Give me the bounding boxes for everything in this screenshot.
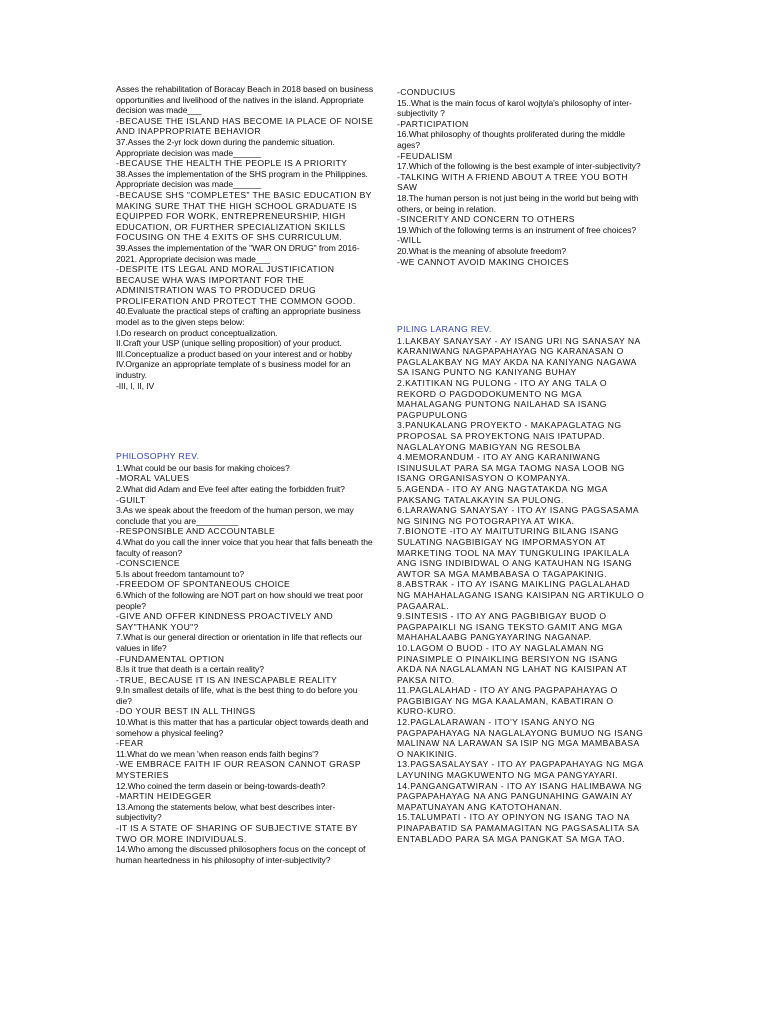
answer-line: -MORAL VALUES xyxy=(116,473,190,484)
question-line: 5.Is about freedom tantamount to? xyxy=(116,568,245,579)
question-line: 8.Is it true that death is a certain reality? xyxy=(116,664,264,675)
question-line: 4.What do you call the inner voice that you hear that falls beneath the faculty of reason? xyxy=(116,536,373,558)
answer-line: -BECAUSE THE HEALTH THE PEOPLE IS A PRIORITY xyxy=(116,158,348,169)
philosophy-questions-left xyxy=(116,463,374,866)
definition-item: 6.LARAWANG SANAYSAY - ITO AY ISANG PAGSASAMA NG SINING NG POTOGRAPIYA AT WIKA. xyxy=(397,505,639,526)
question-line: 20.What is the meaning of absolute freedom? xyxy=(397,245,567,256)
answer-line: -GUILT xyxy=(116,494,146,505)
left-column xyxy=(116,84,374,865)
answer-line: -GIVE AND OFFER KINDNESS PROACTIVELY AND SAY"THANK YOU"? xyxy=(116,611,334,632)
question-line: Asses the rehabilitation of Boracay Beach in 2018 based on business opportunities and livelihood of the natives in the island. Appropriate decision was made___ xyxy=(116,84,374,116)
question-line: 13.Among the statements below, what best describes inter-subjectivity? xyxy=(116,801,336,823)
answer-line: -CONDUCIUS xyxy=(397,87,456,97)
answer-line: -CONSCIENCE xyxy=(116,558,181,569)
question-line: I.Do research on product conceptualization. xyxy=(116,327,278,338)
answer-line: -TRUE, BECAUSE IT IS AN INESCAPABLE REALITY xyxy=(116,674,338,685)
question-line: 19.Which of the following terms is an instrument of free choices? xyxy=(397,224,637,235)
definition-item: 13.PAGSASALAYSAY - ITO AY PAGPAPAHAYAG NG MGA LAYUNING MAGKUWENTO NG MGA PANGYAYARI. xyxy=(397,759,644,781)
question-line: 18.The human person is not just being in the world but being with others, or being in relation. xyxy=(397,192,639,214)
question-line: 11.What do we mean 'when reason ends faith begins'? xyxy=(116,748,319,759)
answer-line: -DESPITE ITS LEGAL AND MORAL JUSTIFICATION BECAUSE WHA WAS IMPORTANT FOR THE ADMINISTRATION WAS TO PRODUCED DRUG PROLIFERATION AND PROTECT THE COMMON GOOD. xyxy=(116,264,356,306)
answer-line: -SINCERITY AND CONCERN TO OTHERS xyxy=(397,214,575,225)
definition-item: 4.MEMORANDUM - ITO AY ANG KARANIWANG ISINUSULAT PARA SA MGA TAOMG NASA LOOB NG ISANG ORGANISASYON O KOMPANYA. xyxy=(397,452,625,484)
answer-line: -FREEDOM OF SPONTANEOUS CHOICE xyxy=(116,579,291,590)
definition-item: 15.TALUMPATI - ITO AY OPINYON NG ISANG TAO NA PINAPABATID SA PAMAMAGITAN NG PAGSASALITA SA ENTABLADO PARA SA MGA PANGKAT SA MGA TAO. xyxy=(397,812,639,844)
answer-line: -WILL xyxy=(397,235,422,246)
question-line: 2.What did Adam and Eve feel after eating the forbidden fruit? xyxy=(116,484,345,494)
answer-line: -DO YOUR BEST IN ALL THINGS xyxy=(116,706,256,717)
answer-line: -TALKING WITH A FRIEND ABOUT A TREE YOU BOTH SAW xyxy=(397,171,629,193)
business-questions-block xyxy=(116,84,374,391)
answer-line: -FUNDAMENTAL OPTION xyxy=(116,653,225,664)
philosophy-heading: PHILOSOPHY REV. xyxy=(116,451,200,462)
definition-item: 8.ABSTRAK - ITO AY ISANG MAIKLING PAGLALAHAD NG MAHAHALAGANG ISANG KAISIPAN NG ARTIKULO O PAGAARAL. xyxy=(397,579,645,611)
answer-line: -RESPONSIBLE AND ACCOUNTABLE xyxy=(116,526,276,537)
definition-item: 14.PANGANGATWIRAN - ITO AY ISANG HALIMBAWA NG PAGPAPAHAYAG NA ANG PANGUNAHING GAWAIN AY MAPATUNAYAN ANG KATOTOHANAN. xyxy=(397,780,643,812)
question-line: III.Conceptualize a product based on your interest and or hobby xyxy=(116,348,352,359)
definition-item: 3.PANUKALANG PROYEKTO - MAKAPAGLATAG NG PROPOSAL SA PROYEKTONG NAIS IPATUPAD. NAGLALAYONG MABIGYAN NG RESOLBA xyxy=(397,420,622,452)
question-line: 6.Which of the following are NOT part on how should we treat poor people? xyxy=(116,589,363,611)
question-line: -III, I, II, IV xyxy=(116,380,155,391)
piling-larang-heading: PILING LARANG REV. xyxy=(397,324,492,335)
definition-item: 7.BIONOTE -ITO AY MAITUTURING BILANG ISANG SULATING NAGBIBIGAY NG IMPORMASYON AT MARKETING TOOL NA MAY TUNGKULING IPAKILALA ANG ISNG INDIBIDWAL O ANG KATAUHAN NG ISANG AWTOR SA MGA MAMBABASA O TAGAPAKINIG. xyxy=(397,526,633,579)
question-line: 38.Asses the implementation of the SHS program in the Philippines. Appropriate decision was made______ xyxy=(116,168,368,190)
question-line: 37.Asses the 2-yr lock down during the pandemic situation. Appropriate decision was made______ xyxy=(116,136,335,158)
question-line: 1.What could be our basis for making choices? xyxy=(116,462,290,473)
answer-line: -PARTICIPATION xyxy=(397,118,469,129)
question-line: 39.Asses the implementation of the "WAR ON DRUG" from 2016-2021. Appropriate decision was made___ xyxy=(116,242,360,264)
question-line: 16.What philosophy of thoughts proliferated during the middle ages? xyxy=(397,129,625,150)
question-line: 9.In smallest details of life, what is the best thing to do before you die? xyxy=(116,685,358,706)
question-line: 14.Who among the discussed philosophers focus on the concept of human heartedness in his philosophy of inter-subjectivity? xyxy=(116,844,366,865)
definition-item: 12.PAGLALARAWAN - ITO'Y ISANG ANYO NG PAGPAPAHAYAG NA NAGLALAYONG BUMUO NG ISANG MALINAW NA LARAWAN SA ISIP NG MGA MAMBABASA O NAKIKINIG. xyxy=(397,717,644,759)
answer-line: -FEUDALISM xyxy=(397,150,453,161)
question-line: 3.As we speak about the freedom of the human person, we may conclude that you are_________ xyxy=(116,505,354,526)
question-line: 7.What is our general direction or orientation in life that reflects our values in life? xyxy=(116,632,362,653)
answer-line: -WE CANNOT AVOID MAKING CHOICES xyxy=(397,256,569,267)
answer-line: -WE EMBRACE FAITH IF OUR REASON CANNOT GRASP MYSTERIES xyxy=(116,759,361,781)
question-line: 17.Which of the following is the best example of inter-subjectivity? xyxy=(397,161,641,172)
definition-item: 9.SINTESIS - ITO AY ANG PAGBIBIGAY BUOD O PAGPAPAIKLI NG ISANG TEKSTO GAMIT ANG MGA MAHAHALAABG PANGYAYARING NAGANAP. xyxy=(397,611,623,643)
question-line: 15..What is the main focus of karol wojtyla's philosophy of inter-subjectivity ? xyxy=(397,97,632,119)
definition-item: 2.KATITIKAN NG PULONG - ITO AY ANG TALA O REKORD O PAGDODOKUMENTO NG MGA MAHALAGANG PUNTONG NAILAHAD SA ISANG PAGPUPULONG xyxy=(397,378,607,420)
answer-line: -BECAUSE SHS "COMPLETES" THE BASIC EDUCATION BY MAKING SURE THAT THE HIGH SCHOOL GRADUATE IS EQUIPPED FOR WORK, ENTREPRENEURSHIP, HIGH EDUCATION, OR FURTHER SPECIALIZATION SKILLS FOCUSING ON THE 4 EXITS OF SHS CURRICULUM. xyxy=(116,189,372,243)
answer-line: -BECAUSE THE ISLAND HAS BECOME IA PLACE OF NOISE AND INAPPROPRIATE BEHAVIOR xyxy=(116,115,374,137)
definition-item: 11.PAGLALAHAD - ITO AY ANG PAGPAPAHAYAG O PAGBIBIGAY NG MGA KAALAMAN, KABATIRAN O KURO-KURO. xyxy=(397,685,618,717)
definition-item: 1.LAKBAY SANAYSAY - AY ISANG URI NG SANASAY NA KARANIWANG NAGPAPAHAYAG NG KARANASAN O PAGLALAKBAY NG MAY AKDA NA KANIYANG NAGAWA SA ISANG PUNTO NG KANIYANG BUHAY xyxy=(397,335,641,378)
question-line: IV.Organize an appropriate template of s business model for an industry. xyxy=(116,359,351,381)
answer-line: -IT IS A STATE OF SHARING OF SUBJECTIVE STATE BY TWO OR MORE INDIVIDUALS. xyxy=(116,823,358,844)
answer-line: -FEAR xyxy=(116,738,144,749)
question-line: II.Craft your USP (unique selling proposition) of your product. xyxy=(116,338,342,349)
piling-larang-list xyxy=(397,336,645,845)
definition-item: 10.LAGOM O BUOD - ITO AY NAGLALAMAN NG PINASIMPLE O PINAIKLING BERSIYON NG ISANG AKDA NA NAGLALAMAN NG LAHAT NG KAISIPAN AT PAKSA NITO. xyxy=(397,642,628,685)
answer-line: -MARTIN HEIDEGGER xyxy=(116,791,212,802)
definition-item: 5.AGENDA - ITO AY ANG NAGTATAKDA NG MGA PAKSANG TATALAKAYIN SA PULONG. xyxy=(397,484,608,505)
right-column xyxy=(397,84,645,844)
question-line: 12.Who coined the term dasein or being-towards-death? xyxy=(116,780,326,791)
question-line: 10.What is this matter that has a particular object towards death and somehow a physical feeling? xyxy=(116,717,369,738)
philosophy-questions-right xyxy=(397,87,645,267)
question-line: 40.Evaluate the practical steps of crafting an appropriate business model as to the given steps below: xyxy=(116,306,361,328)
